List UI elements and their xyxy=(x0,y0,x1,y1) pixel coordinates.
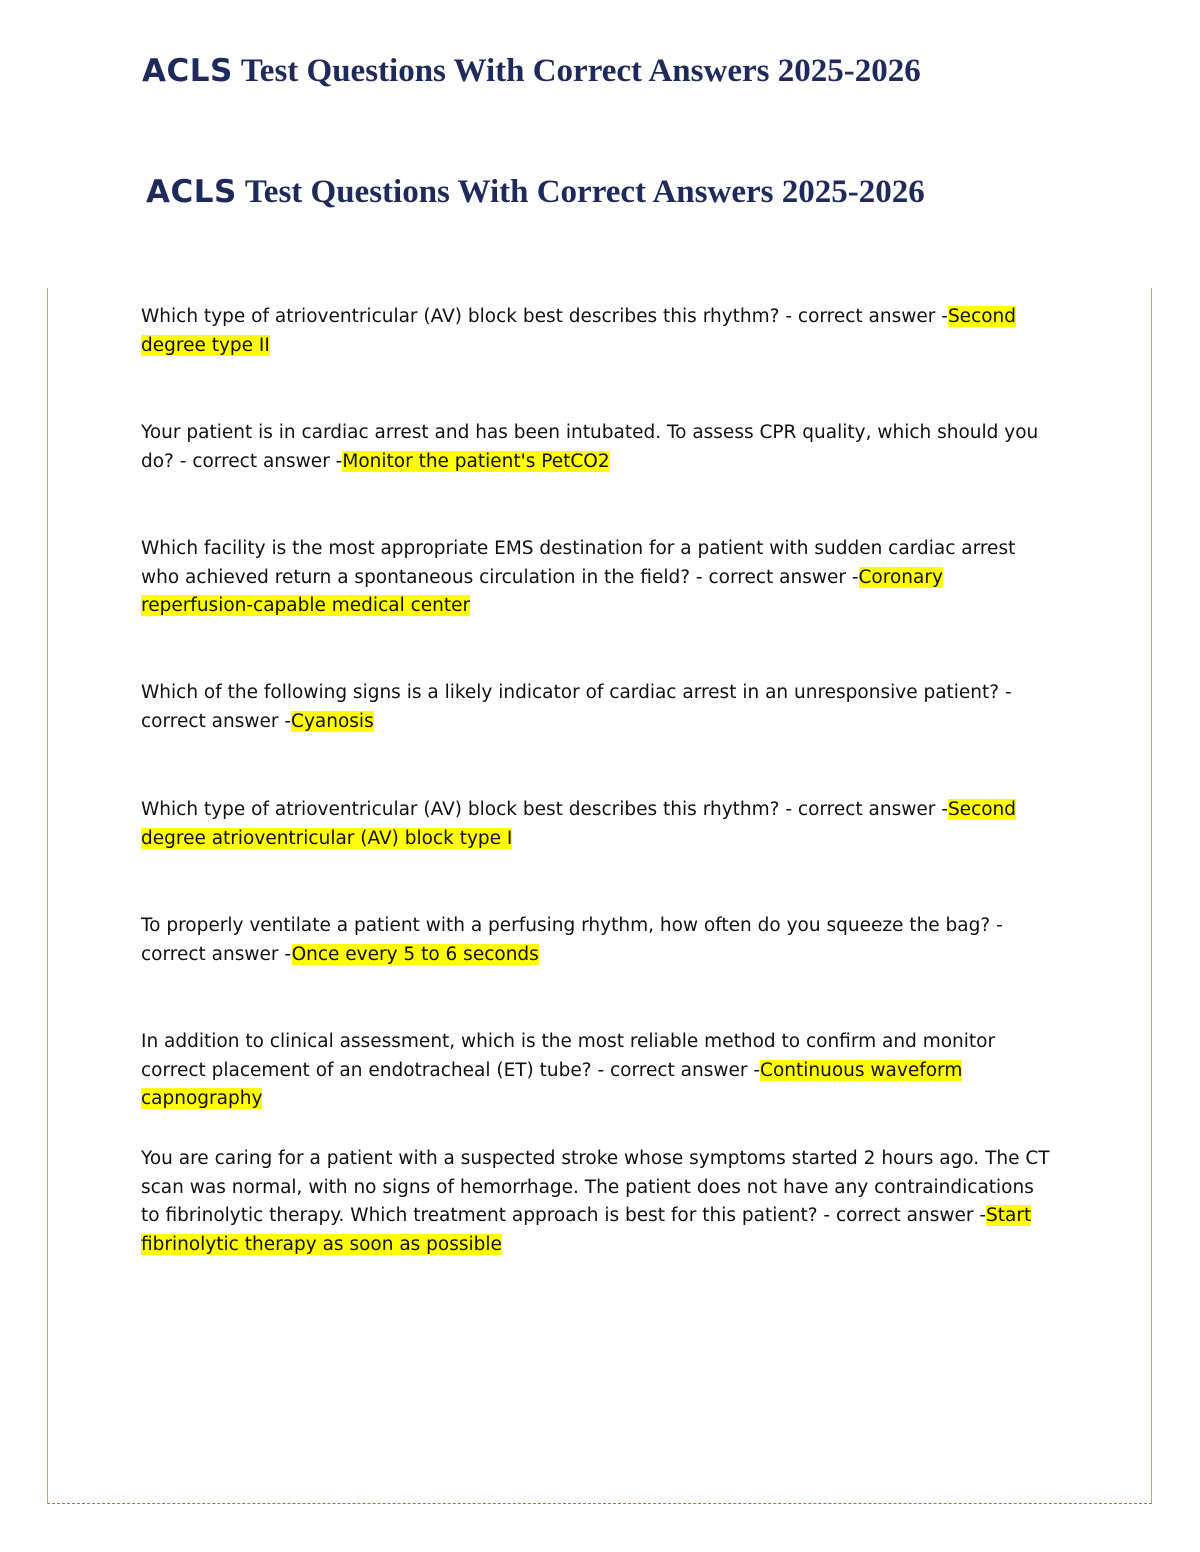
question-text: In addition to clinical assessment, which is the most reliable method to confirm and monitor correct placement of an endotracheal (ET) tube? - correct answer - xyxy=(141,1031,996,1081)
highlighted-answer: Coronary reperfusion-capable medical center xyxy=(141,566,943,616)
question-text: To properly ventilate a patient with a perfusing rhythm, how often do you squeeze the bag? - correct answer - xyxy=(141,915,1003,965)
title-rest: Test Questions With Correct Answers 2025-2026 xyxy=(240,53,921,89)
qa-item-2 xyxy=(141,419,1056,476)
title-acls-word: ACLS xyxy=(142,53,233,89)
qa-item-8 xyxy=(141,1145,1056,1259)
highlighted-answer: Second degree atrioventricular (AV) block type I xyxy=(141,799,1017,849)
question-text: Your patient is in cardiac arrest and has been intubated. To assess CPR quality, which should you do? - correct answer - xyxy=(141,422,1039,472)
highlighted-answer: Continuous waveform capnography xyxy=(141,1059,963,1109)
document-title-repeat xyxy=(146,173,925,211)
qa-item-6 xyxy=(141,912,1056,969)
question-text: Which type of atrioventricular (AV) block best describes this rhythm? - correct answer - xyxy=(141,799,948,820)
qa-item-7 xyxy=(141,1028,1056,1114)
question-text: Which of the following signs is a likely indicator of cardiac arrest in an unresponsive patient? - correct answer - xyxy=(141,682,1012,732)
title-acls-word: ACLS xyxy=(146,174,237,210)
highlighted-answer: Once every 5 to 6 seconds xyxy=(291,943,539,965)
title-rest: Test Questions With Correct Answers 2025-2026 xyxy=(244,174,925,210)
highlighted-answer: Cyanosis xyxy=(291,710,374,732)
qa-item-5 xyxy=(141,796,1056,853)
question-text: Which type of atrioventricular (AV) block best describes this rhythm? - correct answer - xyxy=(141,306,948,327)
highlighted-answer: Start fibrinolytic therapy as soon as possible xyxy=(141,1205,1032,1255)
document-title xyxy=(142,52,921,90)
highlighted-answer: Monitor the patient's PetCO2 xyxy=(342,450,610,472)
question-text: Which facility is the most appropriate EMS destination for a patient with sudden cardiac arrest who achieved return a spontaneous circulation in the field? - correct answer - xyxy=(141,538,1016,588)
qa-item-3 xyxy=(141,535,1056,621)
qa-item-4 xyxy=(141,679,1056,736)
question-text: You are caring for a patient with a suspected stroke whose symptoms started 2 hours ago. The CT scan was normal, with no signs of hemorrhage. The patient does not have any contraindications to fibrinolytic therapy. Which treatment approach is best for this patient? - correct answer - xyxy=(141,1148,1050,1226)
qa-item-1 xyxy=(141,303,1056,360)
highlighted-answer: Second degree type II xyxy=(141,306,1017,356)
